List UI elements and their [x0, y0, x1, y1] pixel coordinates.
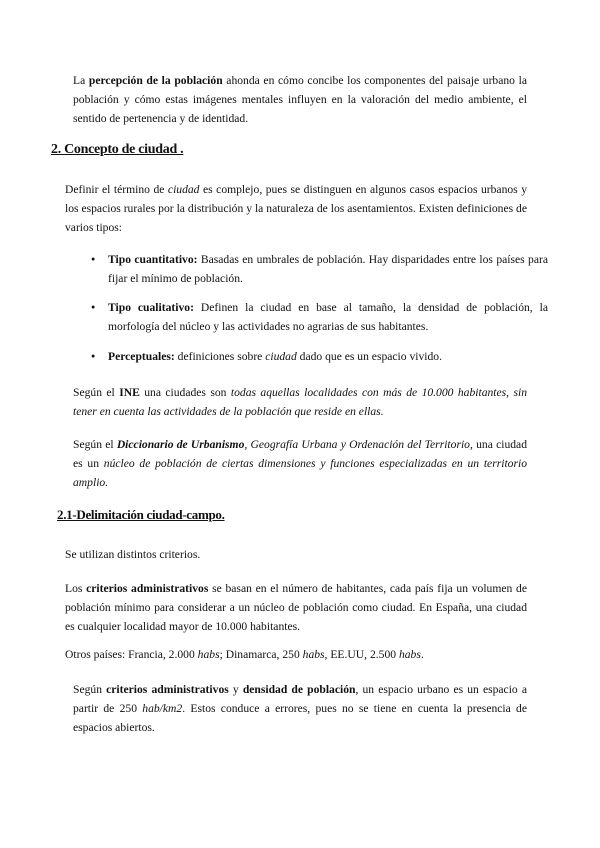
paragraph-densidad: Según criterios administrativos y densidad de población, un espacio urbano es un espacio a partir de 250 hab/km2. Estos conduce a errores, pues no se tiene en cuenta la presencia de espacios abiertos.	[73, 683, 528, 734]
bold-term: percepción de la población	[88, 74, 223, 87]
paragraph-criterios-administrativos: Los criterios administrativos se basan en el número de habitantes, cada país fija un volumen de población mínimo para considerar a un núcleo de población como ciudad. En España, una ciudad es cualquier localidad mayor de 10.000 habitantes.	[65, 582, 527, 633]
section-heading-concepto: 2. Concepto de ciudad .	[51, 142, 184, 157]
subsection-heading-delimitacion: 2.1-Delimitación ciudad-campo.	[57, 507, 225, 522]
paragraph-ine: Según el INE una ciudades son todas aquellas localidades con más de 10.000 habitantes, sin tener en cuenta las actividades de la población que reside en ellas.	[73, 386, 528, 418]
italic-term: ciudad	[167, 183, 200, 196]
paragraph-otros-paises: Otros países: Francia, 2.000 habs; Dinamarca, 250 habs, EE.UU, 2.500 habs.	[65, 648, 424, 661]
paragraph-diccionario: Según el Diccionario de Urbanismo, Geografía Urbana y Ordenación del Territorio, una ciudad es un núcleo de población de ciertas dimensiones y funciones especializadas en un territorio amplio.	[73, 438, 527, 489]
list-item: ● Tipo cuantitativo: Basadas en umbrales de población. Hay disparidades entre los países para fijar el mínimo de población.	[91, 250, 548, 288]
paragraph-percepcion: La percepción de la población ahonda en cómo concibe los componentes del paisaje urbano la población y cómo estas imágenes mentales influyen en la valoración del medio ambiente, el sentido de pertenencia y de identidad.	[73, 74, 527, 125]
list-item: ● Tipo cualitativo: Definen la ciudad en base al tamaño, la densidad de población, la morfología del núcleo y las actividades no agrarias de sus habitantes.	[91, 298, 548, 336]
paragraph-criterios: Se utilizan distintos criterios.	[65, 548, 201, 561]
paragraph-definir: Definir el término de ciudad es complejo, pues se distinguen en algunos casos espacios urbanos y los espacios rurales por la distribución y la naturaleza de los asentamientos. Existen definiciones de varios tipos:	[65, 183, 527, 234]
list-item: ● Perceptuales: definiciones sobre ciudad dado que es un espacio vivido.	[91, 347, 548, 366]
